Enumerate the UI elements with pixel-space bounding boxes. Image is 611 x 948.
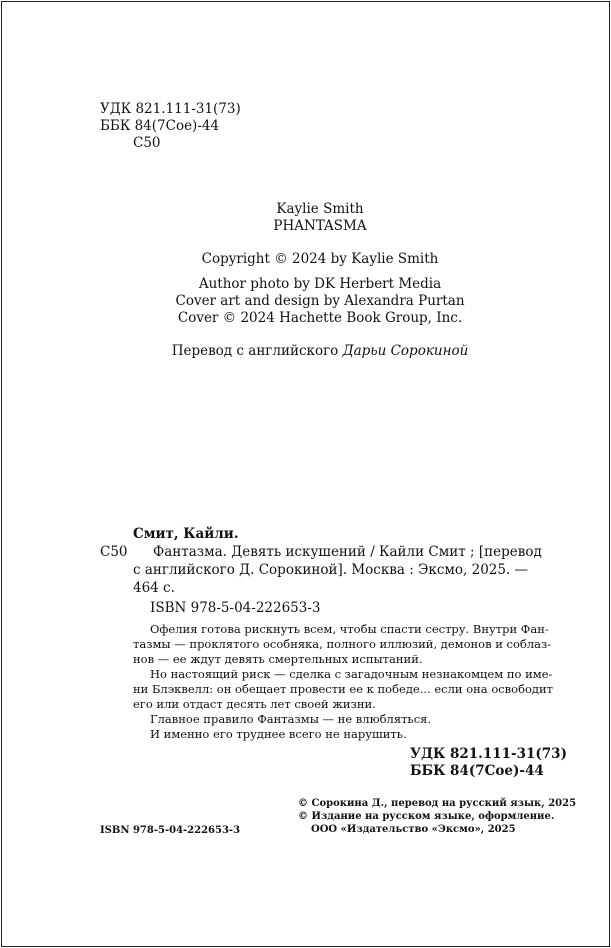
footer-copyright-3: ООО «Издательство «Эксмо», 2025 <box>311 824 516 835</box>
annotation-line: нов — ее ждут девять смертельных испытаний. <box>133 652 423 666</box>
code-top: С50 <box>133 135 161 151</box>
credit-author: Kaylie Smith <box>276 201 364 217</box>
annotation-line: тазмы — проклятого особняка, полного иллюзий, демонов и соблаз- <box>133 637 552 651</box>
udk-top: УДК 821.111-31(73) <box>100 101 241 117</box>
annotation-line: его или отдаст десять лет своей жизни. <box>133 697 376 711</box>
annotation-line: Офелия готова рискнуть всем, чтобы спасти сестру. Внутри Фан- <box>150 622 549 636</box>
credit-copyright: Copyright © 2024 by Kaylie Smith <box>201 251 439 267</box>
credit-photo: Author photo by DK Herbert Media <box>198 276 442 292</box>
record-line-2: с английского Д. Сорокиной]. Москва : Эксмо, 2025. — <box>133 562 529 578</box>
bbk-top: ББК 84(7Сое)-44 <box>100 118 220 134</box>
record-heading: Смит, Кайли. <box>133 526 239 542</box>
annotation-line: И именно его труднее всего не нарушить. <box>150 727 407 741</box>
annotation-line: Но настоящий риск — сделка с загадочным незнакомцем по име- <box>150 667 553 681</box>
record-code: С50 <box>100 544 128 560</box>
bbk-bottom: ББК 84(7Сое)-44 <box>410 763 544 779</box>
translation-prefix: Перевод с английского <box>171 343 339 359</box>
udk-bottom: УДК 821.111-31(73) <box>410 746 567 762</box>
credit-cover-copyright: Cover © 2024 Hachette Book Group, Inc. <box>177 310 463 326</box>
footer-copyright-1: © Сорокина Д., перевод на русский язык, 2025 <box>298 798 577 809</box>
annotation-line: ни Блэквелл: он обещает провести ее к победе... если она освободит <box>133 682 554 696</box>
credit-translation <box>0 343 611 359</box>
translator-name: Дарьи Сорокиной <box>342 343 469 359</box>
record-isbn: ISBN 978-5-04-222653-3 <box>150 600 321 616</box>
annotation-line: Главное правило Фантазмы — не влюбляться. <box>150 712 432 726</box>
footer-isbn: ISBN 978-5-04-222653-3 <box>100 825 241 836</box>
record-line-1: Фантазма. Девять искушений / Кайли Смит ; [перевод <box>153 544 542 560</box>
footer-copyright-2: © Издание на русском языке, оформление. <box>298 811 555 822</box>
credit-cover-art: Cover art and design by Alexandra Purtan <box>175 293 465 309</box>
credit-title: PHANTASMA <box>273 218 367 234</box>
record-line-3: 464 с. <box>133 580 175 596</box>
